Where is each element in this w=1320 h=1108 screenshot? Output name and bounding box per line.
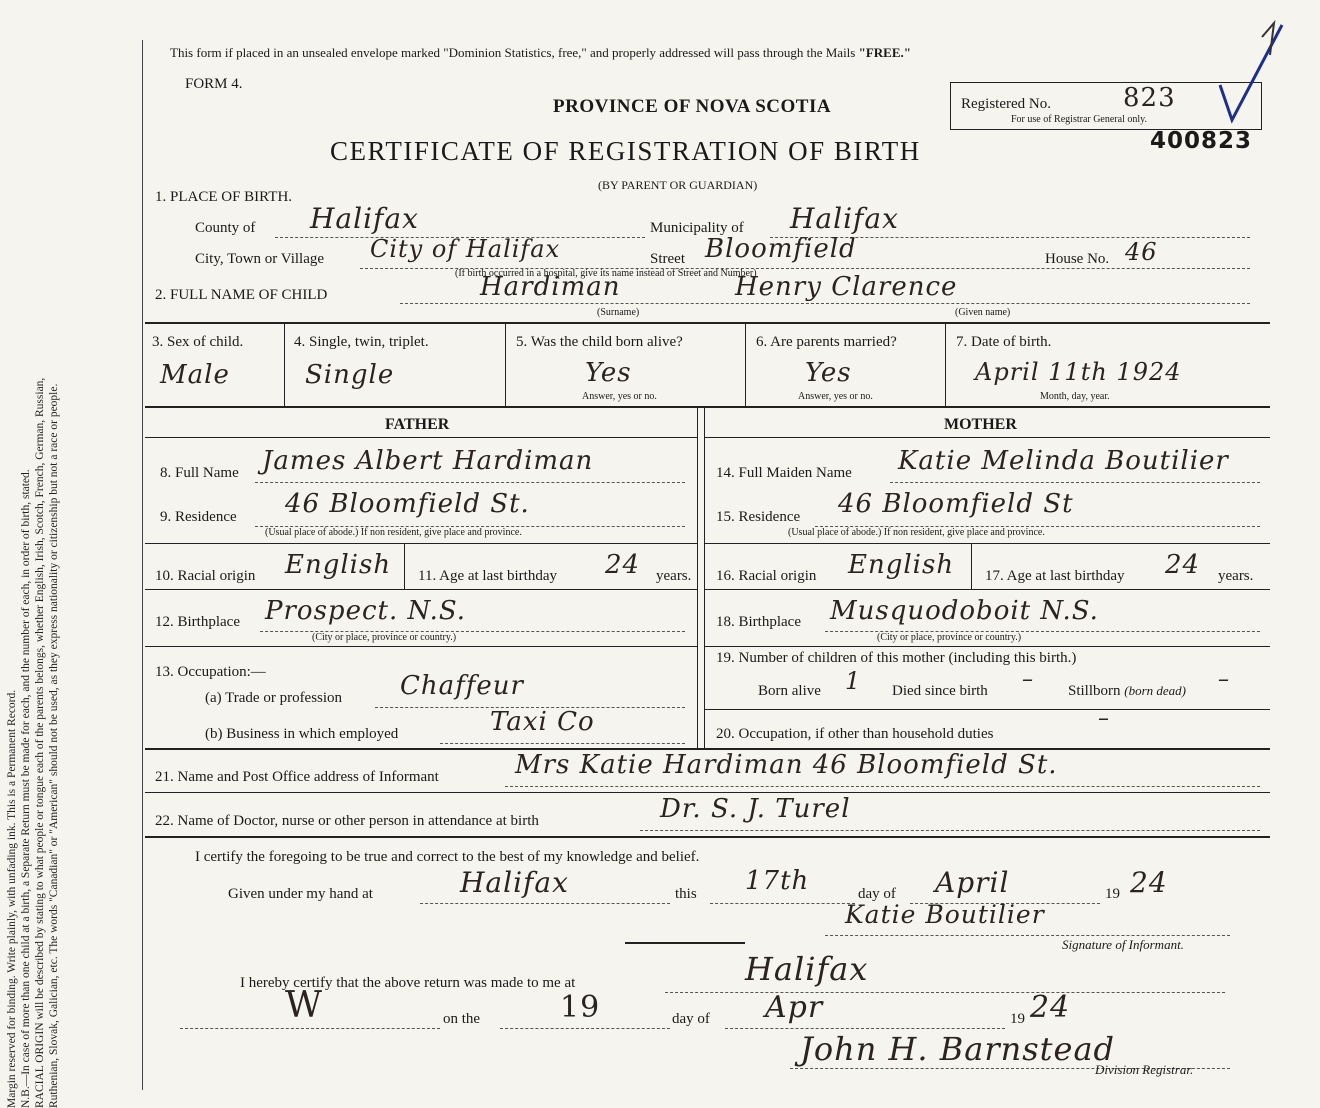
parent-divider-a — [697, 408, 698, 748]
registrar-year: 24 — [1030, 990, 1071, 1025]
mother-occupation-label: 20. Occupation, if other than household duties — [716, 726, 994, 742]
mother-racial-divider — [971, 544, 972, 589]
rule-doctor — [145, 792, 1270, 793]
rule-parents — [145, 406, 1270, 408]
father-name-label: 8. Full Name — [160, 465, 239, 481]
given-dayof-label: day of — [858, 886, 896, 902]
father-birthplace-label: 12. Birthplace — [155, 614, 240, 630]
business-line — [440, 743, 685, 744]
father-birthplace-value: Prospect. N.S. — [265, 596, 466, 626]
divider-2 — [505, 324, 506, 406]
municipality-value: Halifax — [790, 202, 899, 235]
informant-value: Mrs Katie Hardiman 46 Bloomfield St. — [515, 750, 1058, 780]
mother-name-line — [890, 482, 1260, 483]
father-residence-value: 46 Bloomfield St. — [285, 489, 530, 519]
child-surname-value: Hardiman — [480, 272, 621, 302]
house-label: House No. — [1045, 251, 1110, 267]
born-alive-label: Born alive — [758, 683, 821, 699]
municipality-label: Municipality of — [650, 220, 744, 236]
doctor-line — [640, 830, 1260, 831]
dob-note: Month, day, year. — [1040, 391, 1110, 402]
dob-label: 7. Date of birth. — [956, 334, 1052, 350]
margin-note-3: RACIAL ORIGIN will be described by stating to what people or tongue each of the parents belongs, whether English, Irish, Scotch, French, German, Russian, — [34, 377, 46, 1108]
rule-top-row — [145, 322, 1270, 324]
given-day-line — [710, 903, 855, 904]
dob-value: April 11th 1924 — [975, 358, 1182, 386]
plurality-label: 4. Single, twin, triplet. — [294, 334, 429, 350]
mother-heading: MOTHER — [944, 416, 1017, 433]
married-note: Answer, yes or no. — [798, 391, 873, 402]
married-value: Yes — [805, 358, 852, 388]
short-rule — [625, 942, 745, 944]
mother-residence-value: 46 Bloomfield St — [838, 489, 1074, 519]
father-age-label: 11. Age at last birthday — [418, 568, 557, 584]
county-value: Halifax — [310, 202, 419, 235]
died-label: Died since birth — [892, 683, 988, 699]
divider-4 — [945, 324, 946, 406]
registered-value: 823 — [1123, 83, 1176, 113]
parent-divider-b — [704, 408, 705, 748]
given-label: Given under my hand at — [228, 886, 373, 902]
hospital-note: (If birth occurred in a hospital, give its name instead of Street and Number) — [455, 268, 757, 279]
mother-residence-label: 15. Residence — [716, 509, 801, 525]
father-years: years. — [656, 568, 692, 584]
mother-racial-label: 16. Racial origin — [716, 568, 817, 584]
mother-birthplace-label: 18. Birthplace — [716, 614, 801, 630]
mother-occupation-value: – — [1098, 706, 1110, 731]
certificate-subtitle: (BY PARENT OR GUARDIAN) — [598, 178, 758, 192]
stillborn-text: Stillborn — [1068, 683, 1121, 699]
mail-note — [170, 45, 911, 61]
stillborn-note: (born dead) — [1124, 683, 1187, 698]
father-name-value: James Albert Hardiman — [262, 446, 594, 476]
doctor-label: 22. Name of Doctor, nurse or other person in attendance at birth — [155, 813, 539, 829]
city-value: City of Halifax — [370, 235, 561, 263]
margin-note-2: N.B.—In case of more than one child at a birth, a Separate Return must be made for each, and the number of each, in order of birth, stated. — [20, 469, 32, 1108]
stillborn-value: – — [1218, 667, 1230, 692]
father-age-value: 24 — [605, 550, 641, 580]
child-name-line — [400, 303, 1250, 304]
father-residence-note: (Usual place of abode.) If non resident, give place and province. — [265, 527, 522, 538]
place-of-birth-label: 1. PLACE OF BIRTH. — [155, 189, 293, 205]
informant-label: 21. Name and Post Office address of Informant — [155, 769, 439, 785]
house-value: 46 — [1125, 238, 1158, 266]
mother-name-label: 14. Full Maiden Name — [716, 465, 852, 481]
rule-mother-2 — [704, 589, 1270, 590]
rule-mother-1 — [704, 543, 1270, 544]
registrar-note: For use of Registrar General only. — [1011, 114, 1147, 125]
mother-residence-note: (Usual place of abode.) If non resident, give place and province. — [788, 527, 1045, 538]
check-mark-icon — [1212, 15, 1292, 125]
registrar-day: 19 — [560, 990, 601, 1025]
informant-signature: Katie Boutilier — [845, 900, 1045, 929]
signature-label: Signature of Informant. — [1062, 937, 1184, 952]
sex-value: Male — [160, 360, 230, 390]
business-value: Taxi Co — [490, 707, 595, 737]
father-racial-divider — [404, 544, 405, 589]
cert-statement: I certify the foregoing to be true and correct to the best of my knowledge and belief. — [195, 849, 700, 865]
died-value: – — [1022, 667, 1034, 692]
signature-line — [825, 935, 1230, 936]
rule-father-head — [145, 437, 697, 438]
on-the-label: on the — [443, 1011, 481, 1027]
registrar-initials-line — [180, 1028, 440, 1029]
married-label: 6. Are parents married? — [756, 334, 897, 350]
business-label: (b) Business in which employed — [205, 726, 399, 742]
margin-notes — [5, 38, 61, 1108]
mother-racial-value: English — [848, 550, 955, 580]
rule-father-2 — [145, 589, 697, 590]
mother-birthplace-note: (City or place, province or country.) — [877, 632, 1022, 643]
child-name-label: 2. FULL NAME OF CHILD — [155, 287, 328, 303]
doctor-value: Dr. S. J. Turel — [660, 794, 851, 824]
informant-line — [505, 786, 1260, 787]
mother-age-value: 24 — [1165, 550, 1201, 580]
father-heading: FATHER — [385, 416, 450, 433]
mail-note-free: "FREE." — [858, 45, 911, 60]
mother-birthplace-value: Musquodoboit N.S. — [830, 596, 1099, 626]
father-birthplace-note: (City or place, province or country.) — [312, 632, 457, 643]
mail-note-text: This form if placed in an unsealed envelope marked "Dominion Statistics, free," and properly addressed will pass through the Mails — [170, 45, 859, 60]
given-note: (Given name) — [955, 307, 1011, 318]
registrar-place: Halifax — [745, 950, 869, 988]
given-place-line — [420, 903, 670, 904]
given-month: April — [935, 866, 1010, 899]
stamp-number: 400823 — [1150, 128, 1253, 154]
rule-cert — [145, 836, 1270, 838]
alive-value: Yes — [585, 358, 632, 388]
father-racial-label: 10. Racial origin — [155, 568, 256, 584]
registrar-signature: John H. Barnstead — [800, 1030, 1116, 1068]
born-alive-value: 1 — [845, 667, 862, 695]
child-given-value: Henry Clarence — [735, 272, 958, 302]
children-label: 19. Number of children of this mother (including this birth.) — [716, 650, 1077, 666]
county-label: County of — [195, 220, 256, 236]
occupation-label: 13. Occupation:— — [155, 664, 266, 680]
given-place: Halifax — [460, 866, 569, 899]
registrar-day-line — [500, 1028, 670, 1029]
province-heading: PROVINCE OF NOVA SCOTIA — [553, 96, 832, 117]
rule-mother-3 — [704, 646, 1270, 647]
sex-label: 3. Sex of child. — [152, 334, 244, 350]
registrar-dayof-label: day of — [672, 1011, 710, 1027]
registrar-signature-label: Division Registrar. — [1095, 1062, 1194, 1077]
certificate-title: CERTIFICATE OF REGISTRATION OF BIRTH — [330, 136, 921, 166]
given-year: 24 — [1130, 866, 1168, 899]
rule-mother-head — [704, 437, 1270, 438]
alive-label: 5. Was the child born alive? — [516, 334, 683, 350]
divider-1 — [284, 324, 285, 406]
mother-age-label: 17. Age at last birthday — [985, 568, 1125, 584]
registrar-year-prefix: 19 — [1010, 1011, 1025, 1027]
street-label: Street — [650, 251, 685, 267]
registrar-place-line — [665, 992, 1225, 993]
father-name-line — [255, 482, 685, 483]
binding-rule — [142, 40, 143, 1090]
margin-note-1: Margin reserved for binding. Write plainly, with unfading ink. This is a Permanent Record. — [6, 689, 18, 1108]
rule-mother-4 — [704, 709, 1270, 710]
alive-note: Answer, yes or no. — [582, 391, 657, 402]
form-number: FORM 4. — [185, 76, 243, 92]
rule-father-1 — [145, 543, 697, 544]
mother-name-value: Katie Melinda Boutilier — [898, 446, 1229, 476]
registrar-month: Apr — [765, 990, 824, 1025]
father-racial-value: English — [285, 550, 392, 580]
father-residence-label: 9. Residence — [160, 509, 237, 525]
given-year-prefix: 19 — [1105, 886, 1120, 902]
divider-3 — [745, 324, 746, 406]
city-label: City, Town or Village — [195, 251, 325, 267]
registered-label: Registered No. — [961, 96, 1051, 112]
stillborn-label — [1068, 683, 1186, 700]
margin-note-4: Ruthenian, Slovak, Galician, etc. The words "Canadian" or "American" should not be used, as they express nationality or citizenship but not a race or people. — [48, 383, 60, 1108]
plurality-value: Single — [305, 360, 395, 390]
trade-value: Chaffeur — [400, 671, 524, 701]
rule-father-3 — [145, 646, 697, 647]
given-day: 17th — [745, 866, 810, 896]
trade-label: (a) Trade or profession — [205, 690, 343, 706]
this-label: this — [675, 886, 697, 902]
registrar-initials: W — [285, 985, 324, 1026]
street-value: Bloomfield — [705, 234, 857, 264]
registrar-statement: I hereby certify that the above return was made to me at — [240, 975, 576, 991]
surname-note: (Surname) — [597, 307, 640, 318]
mother-years: years. — [1218, 568, 1254, 584]
registrar-month-line — [725, 1028, 1005, 1029]
